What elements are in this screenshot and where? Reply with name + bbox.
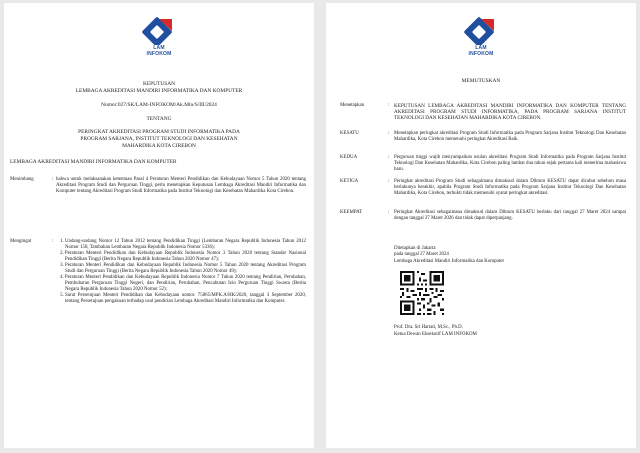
logo-name: INFOKOM — [146, 51, 172, 57]
list-item: 4. Peraturan Menteri Pendidikan dan Kebudayaan Republik Indonesia Nomor 7 Tahun 2020 tentang Pendirian, Perubahan, Pembubaran Perguruan Tinggi Negeri, dan Pendirian, Perubahan, Pencabutan Izin Perguruan Tinggi Swasta (Berita Negara Republik Indonesia Tahun 2020 Nomor 52); — [65, 275, 306, 293]
clause-colon: : — [388, 155, 390, 160]
clause-text-kesatu: Menetapkan peringkat akreditasi Program Studi Informatika pada Program Sarjana Institut Teknologi Dan Kesehatan Mahardika, Kota Cirebon memenuhi peringkat Akreditasi Baik. — [394, 131, 626, 142]
logo-emblem-icon — [142, 15, 176, 45]
issuer-title: LEMBAGA AKREDITASI MANDIRI INFORMATIKA DAN KOMPUTER — [75, 88, 243, 94]
mengingat-colon: : — [52, 239, 54, 244]
clause-label-menetapkan: Menetapkan — [340, 103, 365, 108]
document-page-left — [4, 3, 314, 448]
list-item: 3. Peraturan Menteri Pendidikan dan Kebudayaan Republik Indonesia Nomor 5 Tahun 2020 tentang Akreditasi Program Studi dan Perguruan Tinggi (Berita Negara Republik Indonesia Tahun 2020 Nomor 49); — [65, 263, 306, 275]
logo-brand: LAM — [475, 45, 487, 51]
list-item: 1. Undang-undang Nomor 12 Tahun 2012 tentang Pendidikan Tinggi (Lembaran Negara Republik Indonesia Tahun 2012 Nomor 158, Tambahan Lembaran Negara Republik Indonesia Nomor 5336); — [65, 239, 306, 251]
decides-heading: MEMUTUSKAN — [461, 78, 501, 84]
logo-emblem-icon — [464, 15, 498, 45]
logo-brand: LAM — [153, 45, 165, 51]
signer-name: Prof. Dra. Sri Hartati, M.Sc., Ph.D. — [394, 325, 463, 330]
logo-name: INFOKOM — [468, 51, 494, 57]
menimbang-label: Menimbang — [10, 177, 34, 182]
subject-line-3: MAHARDIKA KOTA CIREBON — [122, 143, 196, 149]
qr-code-icon — [400, 271, 444, 315]
subject-line-1: PERINGKAT AKREDITASI PROGRAM STUDI INFORMATIKA PADA — [78, 129, 240, 135]
mengingat-list-container — [56, 239, 306, 305]
list-item: 2. Peraturan Menteri Pendidikan dan Kebudayaan Republik Indonesia Nomor 3 Tahun 2020 tentang Standar Nasional Pendidikan Tinggi (Berita Negara Republik Indonesia Tahun 2020 Nomor 47); — [65, 251, 306, 263]
clause-colon: : — [388, 131, 390, 136]
clause-label-kesatu: KESATU — [340, 131, 359, 136]
clause-label-ketiga: KETIGA — [340, 179, 359, 184]
clause-text-menetapkan: KEPUTUSAN LEMBAGA AKREDITASI MANDIRI INFORMATIKA DAN KOMPUTER TENTANG AKREDITASI PROGRAM STUDI INFORMATIKA, PADA PROGRAM SARJANA INSTITUT TEKNOLOGI DAN KESEHATAN MAHARDIKA KOTA CIREBON. — [394, 103, 626, 121]
clause-colon: : — [388, 179, 390, 184]
subject-line-2: PROGRAM SARJANA, INSTITUT TEKNOLOGI DAN KESEHATAN — [80, 136, 238, 142]
document-page-right — [326, 3, 636, 448]
lam-infokom-logo — [459, 15, 503, 57]
lam-infokom-logo — [137, 15, 181, 57]
clause-text-keempat: Peringkat Akreditasi sebagaimana dimaksud dalam Diktum KESATU berlaku dari tanggal 27 Maret 2024 sampai dengan tanggal 27 Maret 2026 dan tidak dapat diperpanjang. — [394, 210, 626, 221]
mengingat-label: Mengingat — [10, 239, 32, 244]
menimbang-text: bahwa untuk melaksanakan ketentuan Pasal 4 Peraturan Menteri Pendidikan dan Kebudayaan Nomor 5 Tahun 2020 tentang Akreditasi Program Studi dan Perguruan Tinggi, perlu menetapkan Keputusan Lembaga Akreditasi Mandiri Informatika dan Komputer tentang Akreditasi Program Studi Informatika pada Institut Teknologi dan Kesehatan Mahardika Kota Cirebon. — [56, 177, 306, 194]
clause-colon: : — [388, 103, 390, 108]
signer-organization: Lembaga Akreditasi Mandiri Informatika dan Komputer — [394, 259, 505, 264]
clause-label-kedua: KEDUA — [340, 155, 358, 160]
decree-number: Nomor:027/SK/LAM-INFOKOM/Ak.Min/S/III/2024 — [101, 102, 217, 108]
clause-text-kedua: Perguruan tinggi wajib menyampaikan usulan akreditasi Program Studi Informatika pada Program Sarjana Institut Teknologi Dan Kesehatan Mahardika, Kota Cirebon paling lambat dua tahun sejak pertama kali menerima mahasiswa baru. — [394, 155, 626, 172]
about-label: TENTANG — [146, 116, 172, 122]
list-item: 5. Surat Persetujuan Menteri Pendidikan dan Kebudayaan nomor. 75865/MPK.A/HK/2020, tanggal 3 September 2020, tentang Persetujuan pengakuan terhadap usul pendirian Lembaga Akreditasi Mandiri Informatika dan Komputer. — [65, 293, 306, 305]
menimbang-colon: : — [52, 177, 54, 182]
section-heading: LEMBAGA AKREDITASI MANDIRI INFORMATIKA DAN KOMPUTER — [10, 159, 177, 165]
clause-colon: : — [388, 210, 390, 215]
doc-type: KEPUTUSAN — [142, 81, 176, 87]
signer-title: Ketua Dewan Eksekutif LAM INFOKOM — [394, 332, 477, 337]
clause-label-keempat: KEEMPAT — [340, 210, 363, 215]
clause-text-ketiga: Peringkat akreditasi Program Studi sebagaimana dimaksud dalam Diktum KESATU dapat dicabut sebelum masa berlakunya berakhir, apabila Program Studi Informatika pada Program Sarjana Institut Teknologi Dan Kesehatan Mahardika, Kota Cirebon, terbukti tidak memenuhi syarat peringkat akreditasi. — [394, 179, 626, 196]
signing-place: Ditetapkan di Jakarta — [394, 246, 436, 251]
signing-date: pada tanggal 27 Maret 2024 — [394, 252, 449, 257]
mengingat-list — [56, 239, 306, 305]
